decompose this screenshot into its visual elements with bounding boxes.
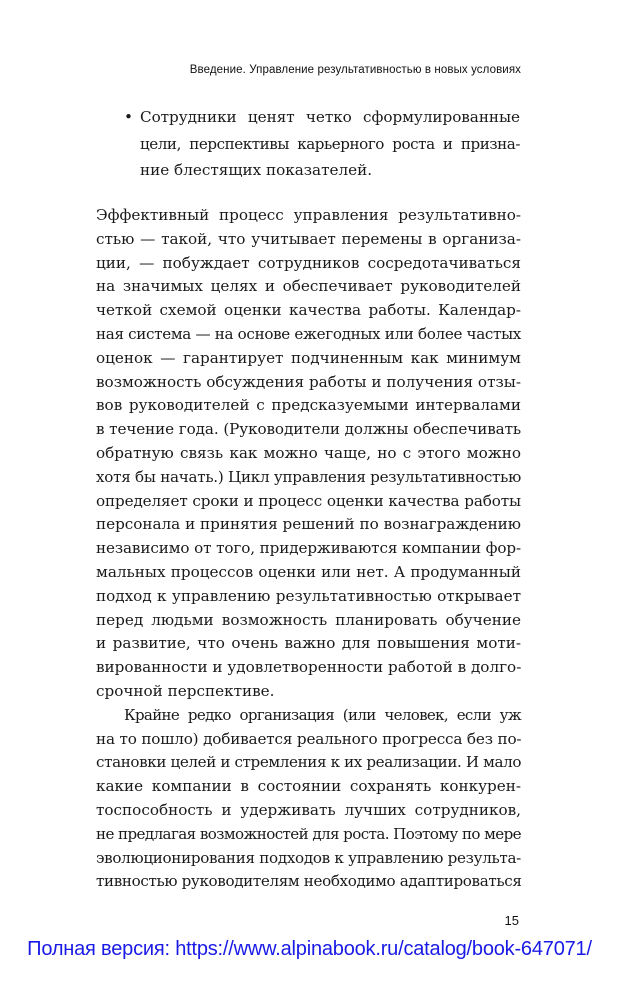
text-line: четкой схемой оценки качества работы. Календар- [96, 301, 521, 320]
paragraph-2 [96, 704, 521, 894]
text-line: независимо от того, придерживаются компании фор- [96, 539, 522, 558]
text-line: тоспособность и удерживать лучших сотрудников, [96, 800, 521, 819]
text-line: вированности и удовлетворенности работой в долго- [96, 658, 522, 677]
text-line: возможность обсуждения работы и получения отзы- [96, 372, 521, 391]
text-line: оценок — гарантирует подчиненным как минимум [96, 348, 521, 367]
text-line: в течение года. (Руководители должны обеспечивать [96, 420, 522, 439]
text-line: хотя бы начать.) Цикл управления результативностью [96, 467, 521, 486]
text-line: стью — такой, что учитывает перемены в организа- [96, 229, 521, 248]
bullet-mark: • [124, 108, 133, 126]
bullet-item [120, 104, 520, 184]
text-line: ная система — на основе ежегодных или более частых [96, 324, 521, 343]
text-line: Эффективный процесс управления результативно- [96, 206, 521, 224]
text-line: на значимых целях и обеспечивает руководителей [96, 277, 521, 296]
text-line: перед людьми возможность планировать обучение [96, 610, 521, 629]
text-line: на то пошло) добивается реального прогресса без по- [96, 729, 522, 748]
text-line: мальных процессов оценки или нет. А продуманный [96, 562, 521, 581]
text-line: ции, — побуждает сотрудников сосредотачиваться [96, 253, 521, 272]
text-line: вов руководителей с предсказуемыми интервалами [96, 396, 521, 415]
running-head: Введение. Управление результативностью в новых условиях [189, 64, 521, 76]
body-text [96, 204, 521, 894]
text-line: тивностью руководителям необходимо адаптироваться [96, 872, 522, 891]
bullet-line: Сотрудники ценят четко сформулированные [140, 108, 520, 126]
text-line: становки целей и стремления к их реализации. И мало [96, 753, 522, 772]
text-line: и развитие, что очень важно для повышения моти- [96, 634, 521, 653]
text-line: подход к управлению результативностью открывает [96, 586, 521, 605]
page-number: 15 [504, 913, 519, 928]
text-line: эволюционирования подходов к управлению результа- [96, 848, 521, 867]
text-line: Крайне редко организация (или человек, если уж [124, 705, 521, 724]
bullet-line: ние блестящих показателей. [140, 161, 373, 179]
paragraph-1 [96, 204, 521, 704]
text-line: не предлагая возможностей для роста. Поэтому по мере [96, 824, 521, 843]
full-version-link[interactable]: Полная версия: https://www.alpinabook.ru/catalog/book-647071/ [27, 938, 592, 960]
text-line: определяет сроки и процесс оценки качества работы [96, 491, 521, 510]
text-line: срочной перспективе. [96, 681, 275, 700]
bullet-line: цели, перспективы карьерного роста и призна- [140, 134, 520, 153]
text-line: персонала и принятия решений по вознаграждению [96, 515, 521, 534]
text-line: обратную связь как можно чаще, но с этого можно [96, 443, 521, 462]
text-line: какие компании в состоянии сохранять конкурен- [96, 777, 521, 796]
